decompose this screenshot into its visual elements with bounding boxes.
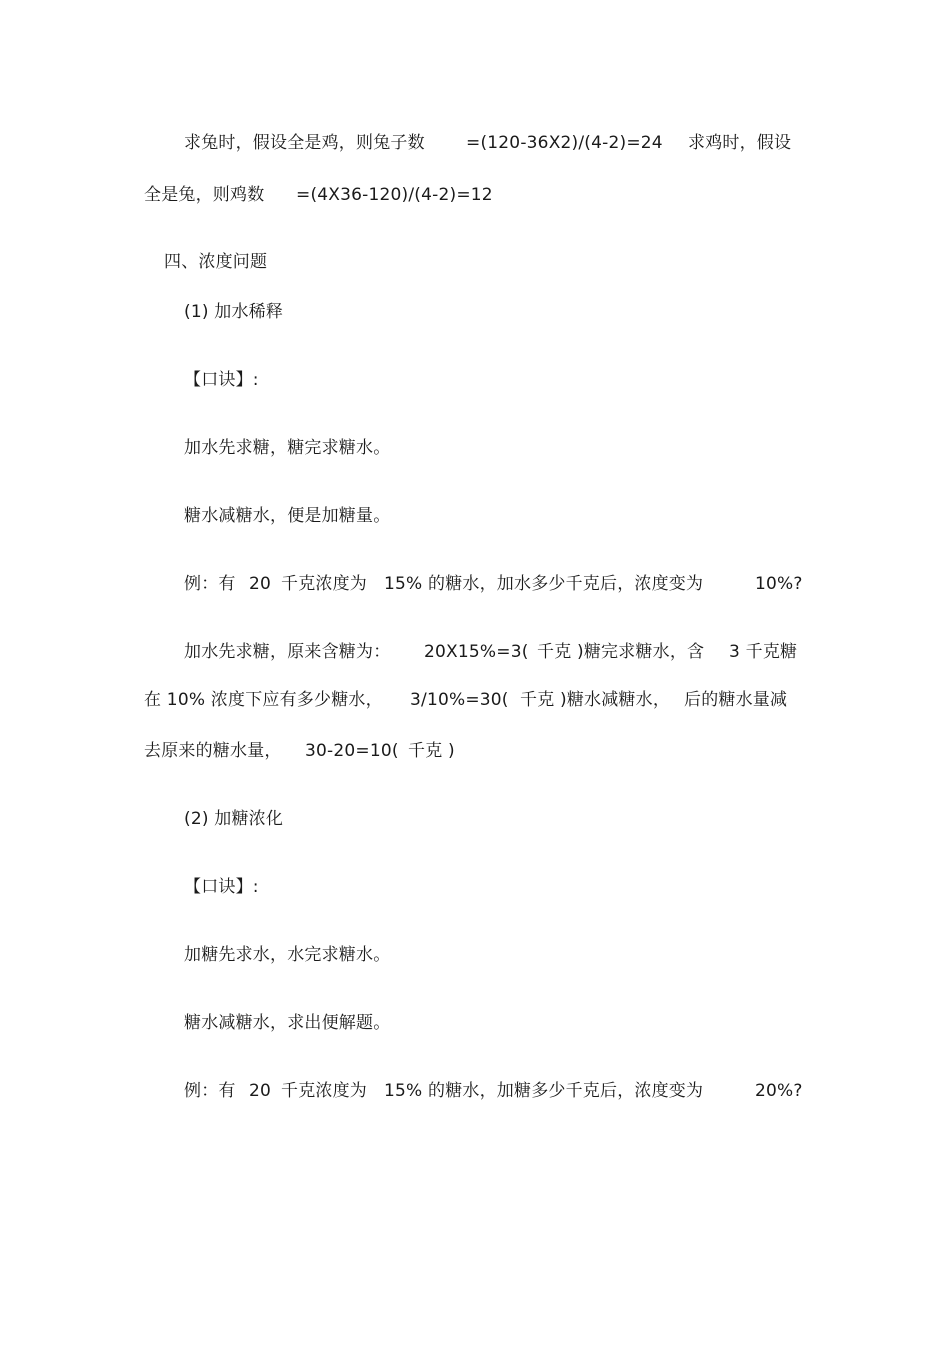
formula-rabbits: =(120-36X2)/(4-2)=24	[466, 133, 663, 153]
example-text: 15% 的糖水，加水多少千克后，浓度变为	[384, 574, 704, 594]
solution-text: 千克 )糖完求糖水，含	[537, 642, 705, 662]
solution-formula: 20X15%=3(	[424, 642, 529, 662]
solution-text: 后的糖水量减	[684, 690, 788, 710]
solution-text: 加水先求糖，原来含糖为：	[184, 642, 391, 662]
section-heading: 四、浓度问题	[164, 252, 268, 272]
subsection-heading: (1) 加水稀释	[184, 302, 284, 322]
example-text: 20	[249, 574, 272, 594]
subsection-heading: (2) 加糖浓化	[184, 809, 284, 829]
example-text: 20%?	[755, 1081, 803, 1101]
example-text: 15% 的糖水，加糖多少千克后，浓度变为	[384, 1081, 704, 1101]
text-line: 全是兔，则鸡数	[144, 185, 265, 205]
example-text: 千克浓度为	[281, 1081, 367, 1101]
formula-chickens: =(4X36-120)/(4-2)=12	[296, 185, 493, 205]
mnemonic-line: 糖水减糖水，便是加糖量。	[184, 506, 391, 526]
mnemonic-label: 【口诀】:	[184, 877, 259, 897]
example-text: 例：有	[184, 574, 236, 594]
solution-text: 千克 )	[408, 741, 455, 761]
example-text: 千克浓度为	[281, 574, 367, 594]
example-text: 例：有	[184, 1081, 236, 1101]
solution-text: 千克 )糖水减糖水，	[520, 690, 671, 710]
solution-formula: 30-20=10(	[305, 741, 399, 761]
example-text: 20	[249, 1081, 272, 1101]
solution-text: 去原来的糖水量，	[144, 741, 282, 761]
mnemonic-line: 加糖先求水，水完求糖水。	[184, 945, 391, 965]
solution-text: 在 10% 浓度下应有多少糖水，	[144, 690, 383, 710]
mnemonic-line: 糖水减糖水，求出便解题。	[184, 1013, 391, 1033]
mnemonic-label: 【口诀】:	[184, 370, 259, 390]
solution-text: 3 千克糖	[729, 642, 798, 662]
solution-formula: 3/10%=30(	[410, 690, 509, 710]
example-text: 10%?	[755, 574, 803, 594]
text-line: 求鸡时，假设	[688, 133, 792, 153]
text-line: 求兔时，假设全是鸡，则兔子数	[184, 133, 425, 153]
mnemonic-line: 加水先求糖，糖完求糖水。	[184, 438, 391, 458]
